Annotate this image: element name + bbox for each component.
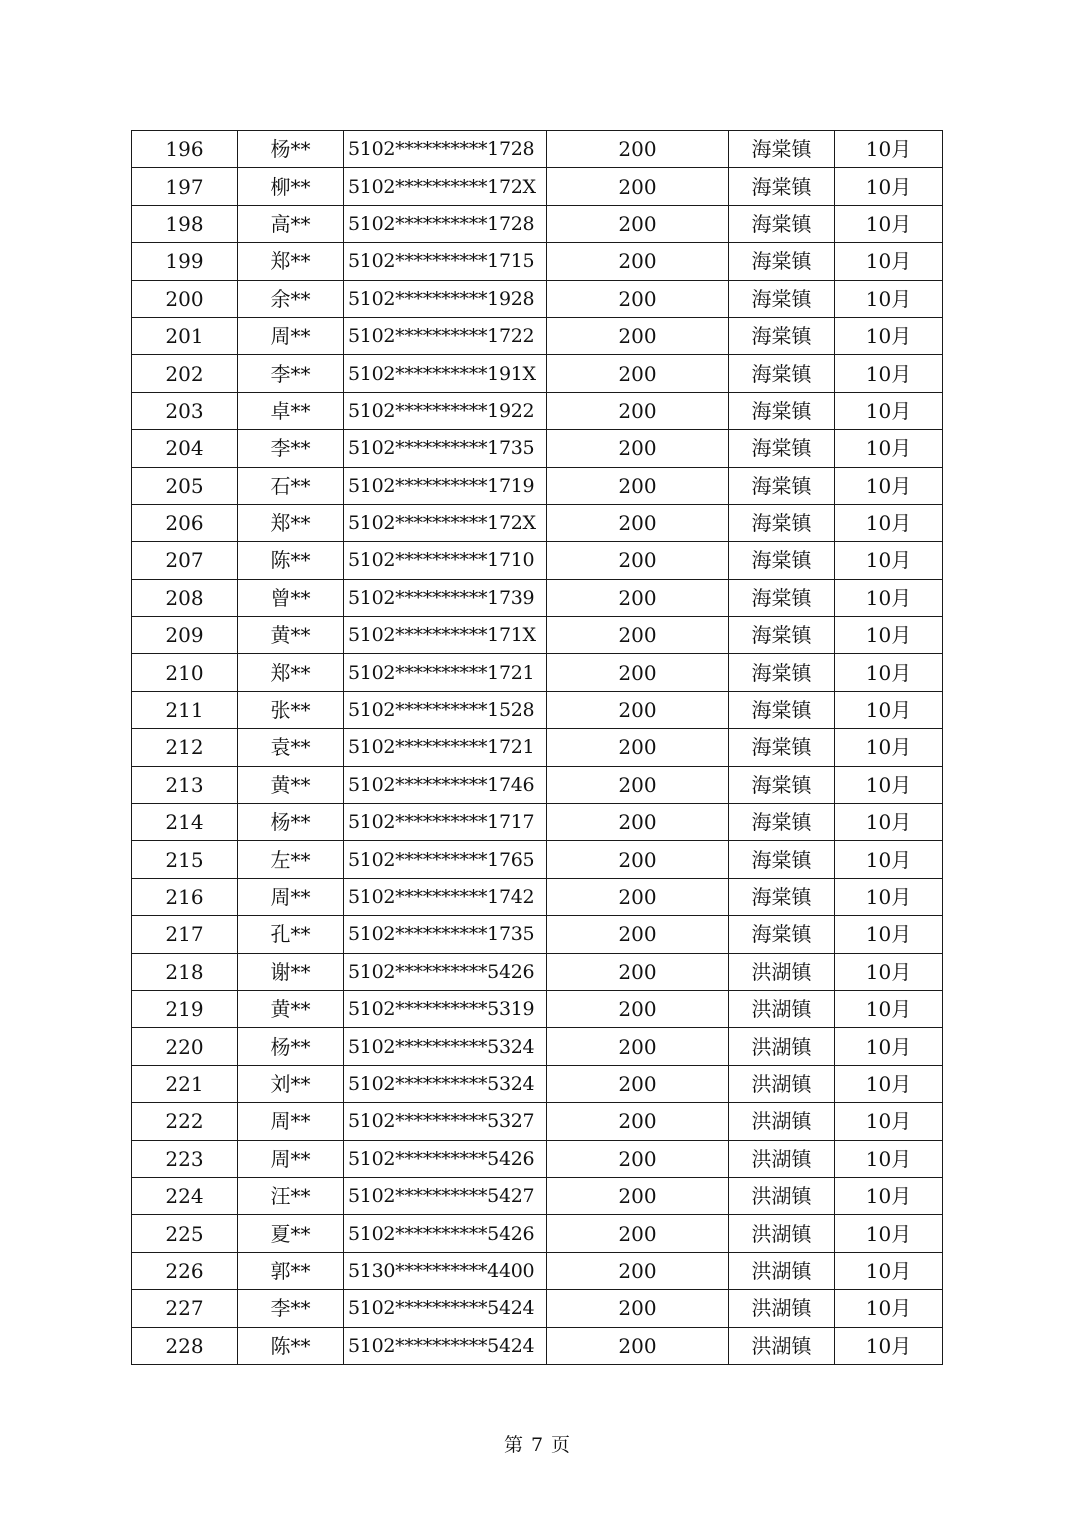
serial-number-cell: 214 <box>132 804 238 841</box>
month-cell: 10月 <box>835 1290 943 1327</box>
month-cell: 10月 <box>835 467 943 504</box>
id-number-cell: 5102**********1710 <box>344 542 547 579</box>
serial-number-cell: 227 <box>132 1290 238 1327</box>
month-cell: 10月 <box>835 1065 943 1102</box>
id-number-cell: 5102**********1719 <box>344 467 547 504</box>
town-cell: 洪湖镇 <box>729 990 835 1027</box>
serial-number-cell: 222 <box>132 1103 238 1140</box>
amount-cell: 200 <box>547 691 729 728</box>
id-number-cell: 5102**********1928 <box>344 280 547 317</box>
month-cell: 10月 <box>835 430 943 467</box>
amount-cell: 200 <box>547 654 729 691</box>
id-number-cell: 5102**********1715 <box>344 243 547 280</box>
name-cell: 陈** <box>238 542 344 579</box>
month-cell: 10月 <box>835 1215 943 1252</box>
month-cell: 10月 <box>835 504 943 541</box>
id-number-cell: 5102**********1721 <box>344 654 547 691</box>
serial-number-cell: 224 <box>132 1177 238 1214</box>
serial-number-cell: 226 <box>132 1252 238 1289</box>
serial-number-cell: 205 <box>132 467 238 504</box>
town-cell: 海棠镇 <box>729 916 835 953</box>
id-number-cell: 5102**********5426 <box>344 953 547 990</box>
serial-number-cell: 225 <box>132 1215 238 1252</box>
table-row <box>132 355 943 392</box>
amount-cell: 200 <box>547 841 729 878</box>
id-number-cell: 5102**********1739 <box>344 579 547 616</box>
town-cell: 海棠镇 <box>729 766 835 803</box>
amount-cell: 200 <box>547 1215 729 1252</box>
serial-number-cell: 211 <box>132 691 238 728</box>
month-cell: 10月 <box>835 654 943 691</box>
id-number-cell: 5102**********5424 <box>344 1327 547 1364</box>
amount-cell: 200 <box>547 1252 729 1289</box>
table-row <box>132 617 943 654</box>
month-cell: 10月 <box>835 205 943 242</box>
serial-number-cell: 215 <box>132 841 238 878</box>
amount-cell: 200 <box>547 1028 729 1065</box>
town-cell: 海棠镇 <box>729 504 835 541</box>
name-cell: 郑** <box>238 504 344 541</box>
id-number-cell: 5102**********1765 <box>344 841 547 878</box>
serial-number-cell: 197 <box>132 168 238 205</box>
id-number-cell: 5102**********5426 <box>344 1215 547 1252</box>
table-row <box>132 1215 943 1252</box>
serial-number-cell: 196 <box>132 131 238 168</box>
table-row <box>132 430 943 467</box>
id-number-cell: 5102**********171X <box>344 617 547 654</box>
town-cell: 洪湖镇 <box>729 1252 835 1289</box>
table-row <box>132 1140 943 1177</box>
name-cell: 周** <box>238 317 344 354</box>
name-cell: 卓** <box>238 392 344 429</box>
name-cell: 李** <box>238 430 344 467</box>
id-number-cell: 5102**********5427 <box>344 1177 547 1214</box>
amount-cell: 200 <box>547 579 729 616</box>
table-row <box>132 168 943 205</box>
id-number-cell: 5102**********1746 <box>344 766 547 803</box>
table-row <box>132 878 943 915</box>
town-cell: 洪湖镇 <box>729 1028 835 1065</box>
town-cell: 海棠镇 <box>729 729 835 766</box>
amount-cell: 200 <box>547 168 729 205</box>
table-row <box>132 654 943 691</box>
id-number-cell: 5102**********5319 <box>344 990 547 1027</box>
month-cell: 10月 <box>835 691 943 728</box>
name-cell: 陈** <box>238 1327 344 1364</box>
month-cell: 10月 <box>835 617 943 654</box>
name-cell: 郭** <box>238 1252 344 1289</box>
month-cell: 10月 <box>835 542 943 579</box>
name-cell: 黄** <box>238 990 344 1027</box>
name-cell: 杨** <box>238 1028 344 1065</box>
name-cell: 袁** <box>238 729 344 766</box>
serial-number-cell: 203 <box>132 392 238 429</box>
id-number-cell: 5102**********5426 <box>344 1140 547 1177</box>
amount-cell: 200 <box>547 1103 729 1140</box>
amount-cell: 200 <box>547 467 729 504</box>
town-cell: 海棠镇 <box>729 430 835 467</box>
amount-cell: 200 <box>547 1177 729 1214</box>
table-row <box>132 579 943 616</box>
town-cell: 海棠镇 <box>729 691 835 728</box>
table-row <box>132 691 943 728</box>
town-cell: 海棠镇 <box>729 317 835 354</box>
id-number-cell: 5102**********1728 <box>344 131 547 168</box>
table-row <box>132 916 943 953</box>
amount-cell: 200 <box>547 392 729 429</box>
table-row <box>132 317 943 354</box>
town-cell: 海棠镇 <box>729 392 835 429</box>
id-number-cell: 5102**********1735 <box>344 916 547 953</box>
id-number-cell: 5102**********191X <box>344 355 547 392</box>
month-cell: 10月 <box>835 579 943 616</box>
table-row <box>132 131 943 168</box>
serial-number-cell: 209 <box>132 617 238 654</box>
id-number-cell: 5130**********4400 <box>344 1252 547 1289</box>
name-cell: 杨** <box>238 131 344 168</box>
month-cell: 10月 <box>835 1327 943 1364</box>
name-cell: 汪** <box>238 1177 344 1214</box>
table-row <box>132 243 943 280</box>
month-cell: 10月 <box>835 1177 943 1214</box>
id-number-cell: 5102**********172X <box>344 168 547 205</box>
town-cell: 洪湖镇 <box>729 1290 835 1327</box>
town-cell: 洪湖镇 <box>729 1177 835 1214</box>
serial-number-cell: 216 <box>132 878 238 915</box>
amount-cell: 200 <box>547 990 729 1027</box>
serial-number-cell: 202 <box>132 355 238 392</box>
table-row <box>132 1028 943 1065</box>
town-cell: 洪湖镇 <box>729 1103 835 1140</box>
amount-cell: 200 <box>547 916 729 953</box>
month-cell: 10月 <box>835 1252 943 1289</box>
table-row <box>132 542 943 579</box>
id-number-cell: 5102**********172X <box>344 504 547 541</box>
table-row <box>132 1290 943 1327</box>
town-cell: 海棠镇 <box>729 654 835 691</box>
month-cell: 10月 <box>835 766 943 803</box>
id-number-cell: 5102**********5424 <box>344 1290 547 1327</box>
town-cell: 海棠镇 <box>729 878 835 915</box>
id-number-cell: 5102**********1722 <box>344 317 547 354</box>
town-cell: 海棠镇 <box>729 168 835 205</box>
serial-number-cell: 204 <box>132 430 238 467</box>
serial-number-cell: 228 <box>132 1327 238 1364</box>
name-cell: 郑** <box>238 243 344 280</box>
month-cell: 10月 <box>835 243 943 280</box>
recipient-table <box>131 130 943 1365</box>
amount-cell: 200 <box>547 355 729 392</box>
id-number-cell: 5102**********1717 <box>344 804 547 841</box>
town-cell: 海棠镇 <box>729 579 835 616</box>
table-row <box>132 953 943 990</box>
amount-cell: 200 <box>547 504 729 541</box>
page-label-prefix: 第 <box>503 1434 523 1456</box>
amount-cell: 200 <box>547 205 729 242</box>
name-cell: 高** <box>238 205 344 242</box>
town-cell: 海棠镇 <box>729 243 835 280</box>
serial-number-cell: 207 <box>132 542 238 579</box>
table-row <box>132 766 943 803</box>
name-cell: 周** <box>238 1140 344 1177</box>
name-cell: 李** <box>238 355 344 392</box>
amount-cell: 200 <box>547 243 729 280</box>
table-row <box>132 841 943 878</box>
name-cell: 曾** <box>238 579 344 616</box>
serial-number-cell: 199 <box>132 243 238 280</box>
serial-number-cell: 208 <box>132 579 238 616</box>
serial-number-cell: 218 <box>132 953 238 990</box>
serial-number-cell: 213 <box>132 766 238 803</box>
serial-number-cell: 210 <box>132 654 238 691</box>
amount-cell: 200 <box>547 1065 729 1102</box>
serial-number-cell: 219 <box>132 990 238 1027</box>
table-row <box>132 205 943 242</box>
page-footer <box>0 1430 1074 1457</box>
page-number: 7 <box>530 1434 544 1456</box>
amount-cell: 200 <box>547 1140 729 1177</box>
serial-number-cell: 200 <box>132 280 238 317</box>
town-cell: 海棠镇 <box>729 280 835 317</box>
table-row <box>132 504 943 541</box>
amount-cell: 200 <box>547 617 729 654</box>
town-cell: 洪湖镇 <box>729 1065 835 1102</box>
town-cell: 海棠镇 <box>729 131 835 168</box>
name-cell: 左** <box>238 841 344 878</box>
amount-cell: 200 <box>547 878 729 915</box>
table-row <box>132 990 943 1027</box>
name-cell: 黄** <box>238 766 344 803</box>
id-number-cell: 5102**********5327 <box>344 1103 547 1140</box>
month-cell: 10月 <box>835 729 943 766</box>
town-cell: 海棠镇 <box>729 355 835 392</box>
month-cell: 10月 <box>835 131 943 168</box>
table-row <box>132 392 943 429</box>
month-cell: 10月 <box>835 916 943 953</box>
month-cell: 10月 <box>835 990 943 1027</box>
month-cell: 10月 <box>835 392 943 429</box>
month-cell: 10月 <box>835 1103 943 1140</box>
name-cell: 余** <box>238 280 344 317</box>
name-cell: 刘** <box>238 1065 344 1102</box>
table-row <box>132 804 943 841</box>
name-cell: 周** <box>238 1103 344 1140</box>
table-row <box>132 280 943 317</box>
town-cell: 海棠镇 <box>729 804 835 841</box>
month-cell: 10月 <box>835 168 943 205</box>
id-number-cell: 5102**********1742 <box>344 878 547 915</box>
month-cell: 10月 <box>835 355 943 392</box>
name-cell: 郑** <box>238 654 344 691</box>
month-cell: 10月 <box>835 1028 943 1065</box>
name-cell: 柳** <box>238 168 344 205</box>
amount-cell: 200 <box>547 804 729 841</box>
serial-number-cell: 223 <box>132 1140 238 1177</box>
town-cell: 海棠镇 <box>729 617 835 654</box>
name-cell: 谢** <box>238 953 344 990</box>
table-row <box>132 1177 943 1214</box>
town-cell: 海棠镇 <box>729 542 835 579</box>
name-cell: 夏** <box>238 1215 344 1252</box>
id-number-cell: 5102**********1922 <box>344 392 547 429</box>
id-number-cell: 5102**********1528 <box>344 691 547 728</box>
serial-number-cell: 220 <box>132 1028 238 1065</box>
month-cell: 10月 <box>835 280 943 317</box>
month-cell: 10月 <box>835 804 943 841</box>
serial-number-cell: 212 <box>132 729 238 766</box>
name-cell: 周** <box>238 878 344 915</box>
name-cell: 杨** <box>238 804 344 841</box>
town-cell: 洪湖镇 <box>729 1327 835 1364</box>
table-body <box>132 131 943 1365</box>
name-cell: 孔** <box>238 916 344 953</box>
table-row <box>132 1103 943 1140</box>
town-cell: 海棠镇 <box>729 467 835 504</box>
name-cell: 李** <box>238 1290 344 1327</box>
town-cell: 海棠镇 <box>729 205 835 242</box>
id-number-cell: 5102**********5324 <box>344 1065 547 1102</box>
month-cell: 10月 <box>835 1140 943 1177</box>
serial-number-cell: 217 <box>132 916 238 953</box>
amount-cell: 200 <box>547 1327 729 1364</box>
town-cell: 海棠镇 <box>729 841 835 878</box>
month-cell: 10月 <box>835 841 943 878</box>
table-row <box>132 1327 943 1364</box>
id-number-cell: 5102**********1721 <box>344 729 547 766</box>
serial-number-cell: 221 <box>132 1065 238 1102</box>
table-row <box>132 729 943 766</box>
amount-cell: 200 <box>547 131 729 168</box>
serial-number-cell: 206 <box>132 504 238 541</box>
name-cell: 张** <box>238 691 344 728</box>
name-cell: 石** <box>238 467 344 504</box>
table-row <box>132 1252 943 1289</box>
amount-cell: 200 <box>547 766 729 803</box>
amount-cell: 200 <box>547 430 729 467</box>
page-label-suffix: 页 <box>551 1434 571 1456</box>
serial-number-cell: 201 <box>132 317 238 354</box>
id-number-cell: 5102**********1735 <box>344 430 547 467</box>
amount-cell: 200 <box>547 1290 729 1327</box>
table-row <box>132 1065 943 1102</box>
serial-number-cell: 198 <box>132 205 238 242</box>
id-number-cell: 5102**********5324 <box>344 1028 547 1065</box>
month-cell: 10月 <box>835 878 943 915</box>
amount-cell: 200 <box>547 729 729 766</box>
amount-cell: 200 <box>547 280 729 317</box>
amount-cell: 200 <box>547 953 729 990</box>
id-number-cell: 5102**********1728 <box>344 205 547 242</box>
amount-cell: 200 <box>547 317 729 354</box>
month-cell: 10月 <box>835 953 943 990</box>
table-row <box>132 467 943 504</box>
town-cell: 洪湖镇 <box>729 1215 835 1252</box>
town-cell: 洪湖镇 <box>729 953 835 990</box>
amount-cell: 200 <box>547 542 729 579</box>
month-cell: 10月 <box>835 317 943 354</box>
name-cell: 黄** <box>238 617 344 654</box>
town-cell: 洪湖镇 <box>729 1140 835 1177</box>
